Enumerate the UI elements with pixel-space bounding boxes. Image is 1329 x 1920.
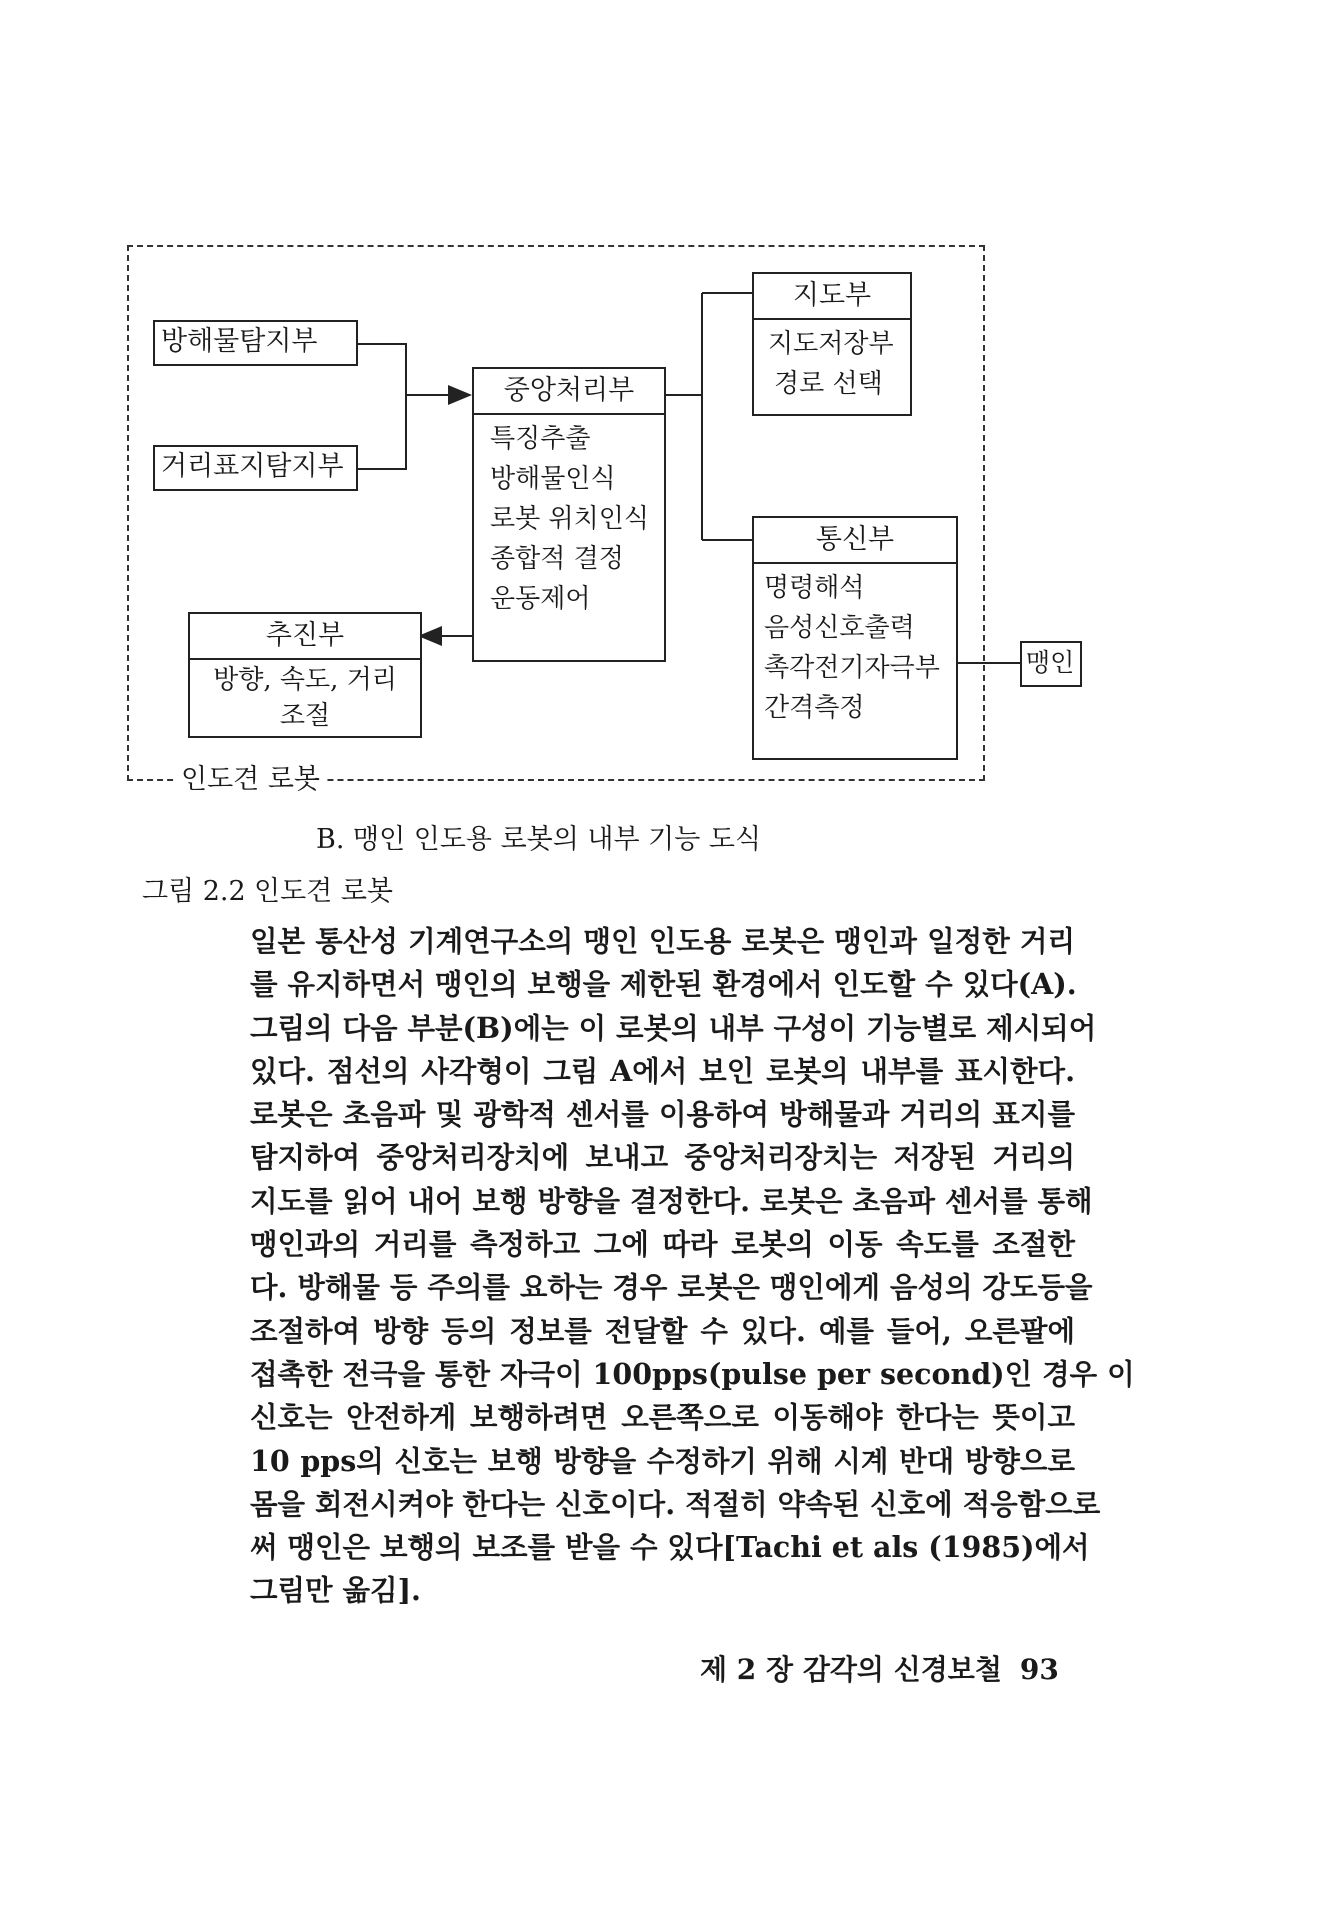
comm-unit-line: 음성신호출력 [764,613,915,643]
comm-unit-line: 명령해석 [764,573,865,603]
diagram-caption: B. 맹인 인도용 로봇의 내부 기능 도식 [316,824,762,855]
central-unit-line: 종합적 결정 [490,544,624,574]
page-number: 93 [1019,1653,1059,1686]
obstacle-detector-box [153,320,358,366]
text-line: 몸을 회전시켜야 한다는 신호이다. 적절히 약속된 신호에 적응함으로 [250,1486,1101,1521]
blind-person-label: 맹인 [1026,648,1075,677]
central-unit-line: 운동제어 [490,584,591,614]
connector-obstacle [357,344,406,395]
drive-unit-title: 추진부 [190,614,420,660]
drive-unit-box [188,612,422,738]
text-line: 탐지하여 중앙처리장치에 보내고 중앙처리장치는 저장된 거리의 [250,1140,1075,1175]
text-line: 써 맹인은 보행의 보조를 받을 수 있다[Tachi et als (1985)에서 [250,1530,1090,1565]
text-line: 있다. 점선의 사각형이 그림 A에서 보인 로봇의 내부를 표시한다. [250,1053,1075,1088]
robot-boundary-label: 인도견 로봇 [175,762,326,798]
figure-number: 그림 2.2 [142,876,246,907]
central-unit-line: 방해물인식 [490,464,616,494]
comm-unit-title: 통신부 [754,518,956,564]
obstacle-detector-label: 방해물탐지부 [161,326,318,357]
text-line: 지도를 읽어 내어 보행 방향을 결정한다. 로봇은 초음파 센서를 통해 [250,1183,1093,1218]
comm-unit-line: 간격측정 [764,693,865,723]
central-unit-title: 중앙처리부 [474,369,664,415]
text-line: 신호는 안전하게 보행하려면 오른쪽으로 이동해야 한다는 뜻이고 [250,1400,1075,1435]
drive-unit-line: 방향, 속도, 거리 [213,665,397,695]
text-line: 다. 방해물 등 주의를 요하는 경우 로봇은 맹인에게 음성의 강도등을 [250,1270,1093,1305]
chapter-title: 제 2 장 감각의 신경보철 [700,1653,1002,1686]
central-unit-box [472,367,666,662]
text-line: 그림의 다음 부분(B)에는 이 로봇의 내부 구성이 기능별로 제시되어 [250,1010,1097,1045]
distance-marker-detector-label: 거리표지탐지부 [161,451,344,482]
distance-marker-detector-box [153,445,358,491]
map-unit-line: 경로 선택 [774,369,883,399]
comm-unit-line: 촉각전기자극부 [764,653,940,683]
page-footer [700,1650,1059,1690]
text-line: 로봇은 초음파 및 광학적 센서를 이용하여 방해물과 거리의 표지를 [250,1097,1075,1132]
blind-person-box [1020,641,1082,687]
figure-name: 인도견 로봇 [254,876,393,907]
central-unit-line: 로봇 위치인식 [490,504,649,534]
text-line: 10 pps의 신호는 보행 방향을 수정하기 위해 시계 반대 방향으로 [250,1443,1075,1478]
connector-distance [357,395,406,469]
text-line: 일본 통산성 기계연구소의 맹인 인도용 로봇은 맹인과 일정한 거리 [250,924,1075,958]
comm-unit-box [752,516,958,760]
text-line: 맹인과의 거리를 측정하고 그에 따라 로봇의 이동 속도를 조절한 [250,1227,1075,1262]
drive-unit-line: 조절 [279,701,331,731]
figure-title [142,874,393,910]
text-line: 조절하여 방향 등의 정보를 전달할 수 있다. 예를 들어, 오른팔에 [250,1313,1075,1348]
map-unit-box [752,272,912,416]
text-line: 그림만 옮김]. [250,1573,421,1608]
central-unit-line: 특징추출 [490,424,591,454]
text-line: 접촉한 전극을 통한 자극이 100pps(pulse per second)인 경우 이 [250,1356,1135,1391]
figure-description [250,920,1135,1613]
text-line: 를 유지하면서 맹인의 보행을 제한된 환경에서 인도할 수 있다(A). [250,967,1077,1002]
map-unit-title: 지도부 [754,274,910,320]
map-unit-line: 지도저장부 [768,329,894,359]
